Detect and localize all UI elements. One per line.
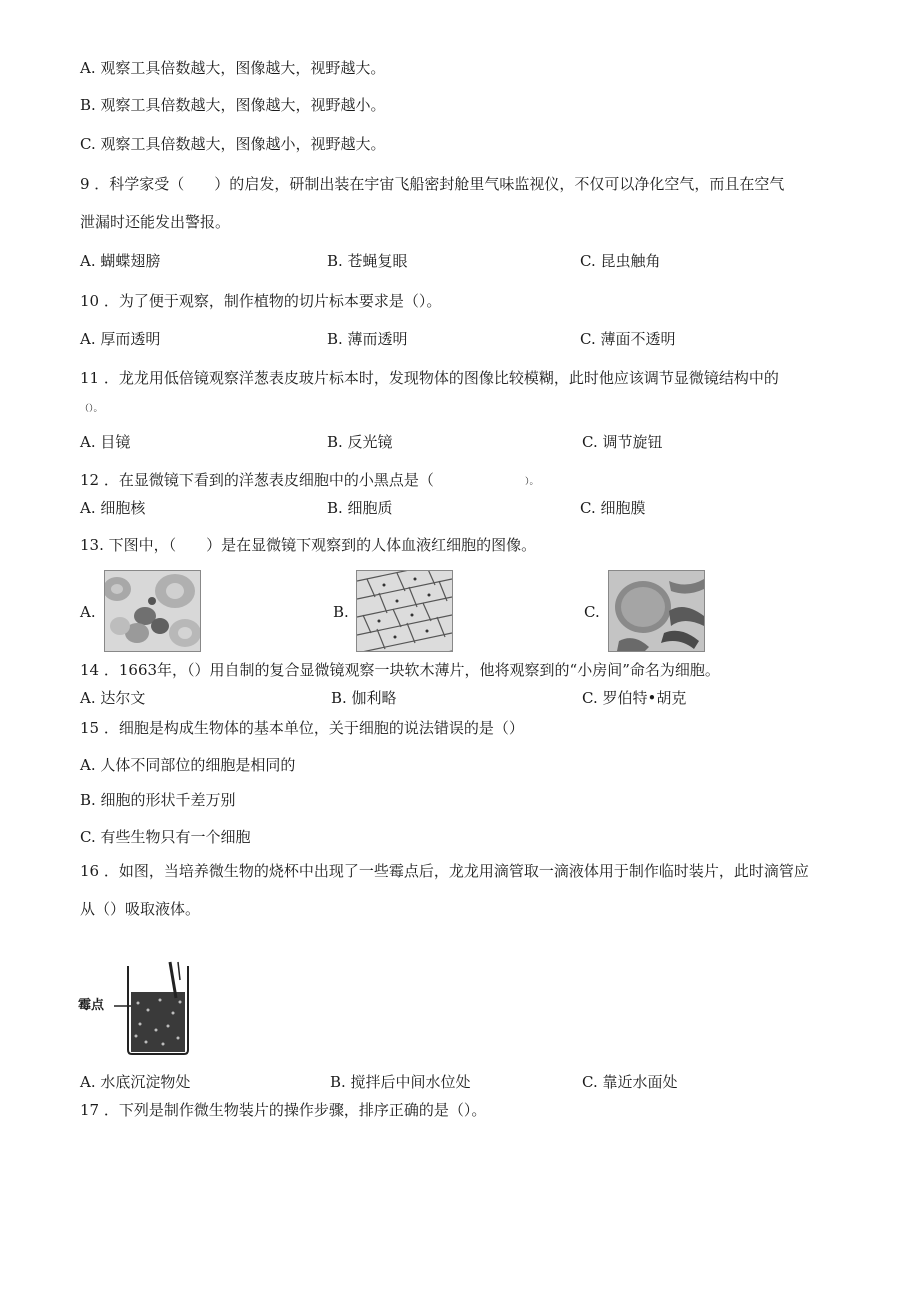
onion-cell-image (356, 570, 453, 652)
q14-option-c: C. 罗伯特•胡克 (582, 689, 687, 707)
q15-option-b: B. 细胞的形状千差万别 (80, 791, 236, 809)
q11-stem-line1: 11 ．龙龙用低倍镜观察洋葱表皮玻片标本时，发现物体的图像比较模糊，此时他应该调节显微镜结构中的 (80, 369, 779, 387)
q13-label-a: A. (80, 603, 96, 621)
q8-option-c: C. 观察工具倍数越大，图像越小，视野越大。 (80, 135, 386, 153)
q14-stem: 14 ．1663年，（）用自制的复合显微镜观察一块软木薄片，他将观察到的“小房间”命名为细胞。 (80, 661, 720, 679)
q16-option-a: A. 水底沉淀物处 (80, 1073, 191, 1091)
q15-option-c: C. 有些生物只有一个细胞 (80, 828, 251, 846)
q13-label-b: B. (333, 603, 349, 621)
q12-stem-tail: ）。 (525, 477, 539, 487)
q10-option-c: C. 薄面不透明 (580, 330, 676, 348)
q15-option-a: A. 人体不同部位的细胞是相同的 (80, 756, 296, 774)
q11-option-c: C. 调节旋钮 (582, 433, 663, 451)
q16-option-b: B. 搅拌后中间水位处 (330, 1073, 471, 1091)
q11-option-b: B. 反光镜 (327, 433, 393, 451)
q14-option-a: A. 达尔文 (80, 689, 146, 707)
q8-option-b: B. 观察工具倍数越大，图像越大，视野越小。 (80, 96, 386, 114)
q12-option-a: A. 细胞核 (80, 499, 146, 517)
q9-stem-line1: 9 ．科学家受（ ）的启发，研制出装在宇宙飞船密封舱里气味监视仪，不仅可以净化空气，而且在空气 (80, 175, 785, 193)
q10-option-a: A. 厚而透明 (80, 330, 161, 348)
q17-stem: 17 ．下列是制作微生物装片的操作步骤，排序正确的是（）。 (80, 1101, 487, 1119)
q11-option-a: A. 目镜 (80, 433, 131, 451)
q16-option-c: C. 靠近水面处 (582, 1073, 678, 1091)
q10-stem: 10 ．为了便于观察，制作植物的切片标本要求是（）。 (80, 292, 442, 310)
q10-option-b: B. 薄而透明 (327, 330, 408, 348)
q16-stem-line2: 从（）吸取液体。 (80, 900, 201, 918)
q12-option-b: B. 细胞质 (327, 499, 393, 517)
q9-option-b: B. 苍蝇复眼 (327, 252, 408, 270)
red-blood-cell-image (104, 570, 201, 652)
q16-stem-line1: 16 ．如图，当培养微生物的烧杯中出现了一些霉点后，龙龙用滴管取一滴液体用于制作临时装片，此时滴管应 (80, 862, 809, 880)
q13-label-c: C. (584, 603, 600, 621)
q14-option-b: B. 伽利略 (331, 689, 397, 707)
q12-stem: 12 ．在显微镜下看到的洋葱表皮细胞中的小黑点是（ (80, 471, 434, 489)
q11-stem-line2: （）。 (80, 404, 103, 414)
q12-option-c: C. 细胞膜 (580, 499, 646, 517)
q8-option-a: A. 观察工具倍数越大，图像越大，视野越大。 (80, 59, 386, 77)
q9-option-c: C. 昆虫触角 (580, 252, 661, 270)
q9-option-a: A. 蝴蝶翅膀 (80, 252, 161, 270)
mold-spot-label: 霉点 (78, 998, 105, 1013)
q9-stem-line2: 泄漏时还能发出警报。 (80, 213, 231, 231)
q15-stem: 15 ．细胞是构成生物体的基本单位，关于细胞的说法错误的是（） (80, 719, 524, 737)
tissue-cell-image (608, 570, 705, 652)
q13-stem: 13. 下图中，（ ）是在显微镜下观察到的人体血液红细胞的图像。 (80, 536, 537, 554)
beaker-figure (78, 958, 198, 1058)
